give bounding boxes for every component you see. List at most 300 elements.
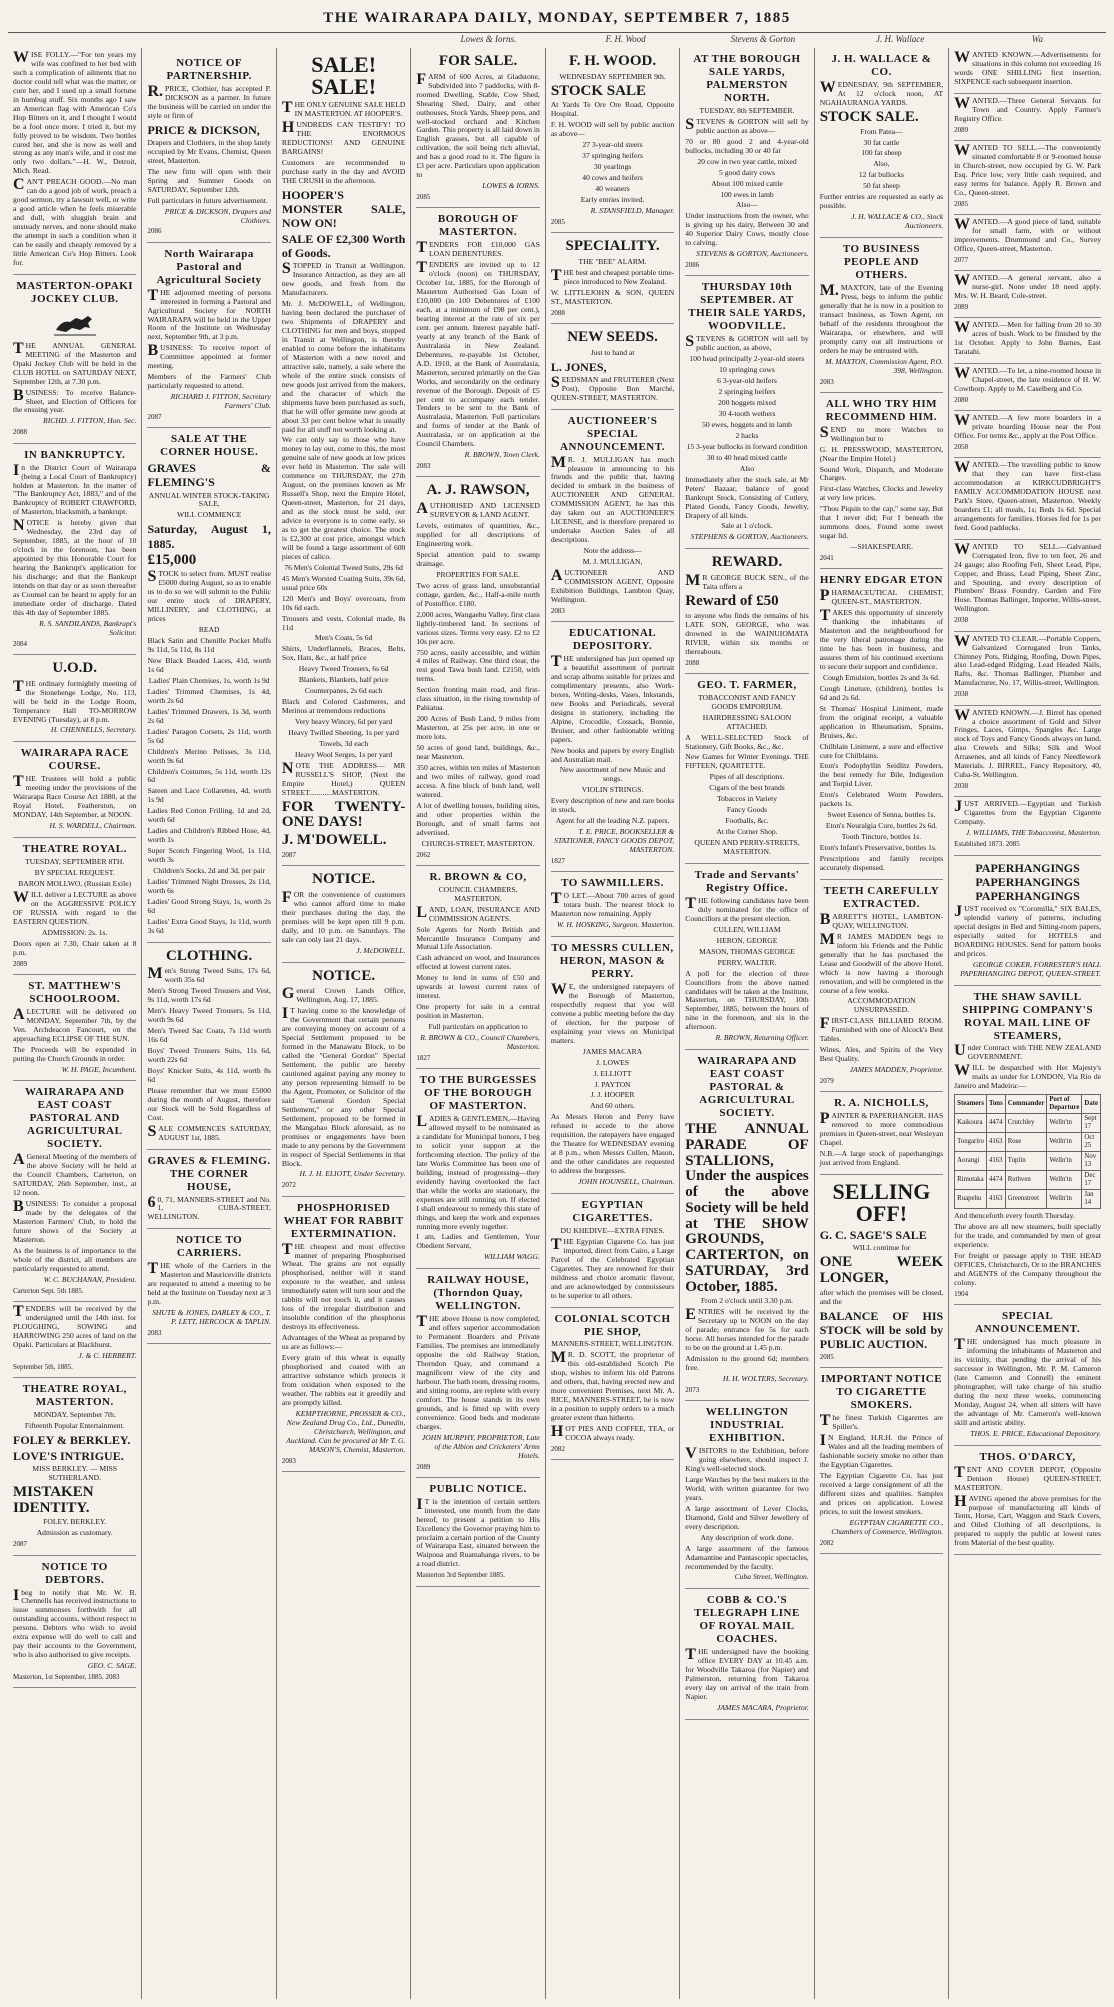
ad-text: THE ordinary fortnightly meeting of the Stonehenge Lodge, No. 113, will be held in the Lodge Room, Temperance Hall TO-MORROW EVENING (Tuesday), at 8 p.m. [13,677,137,724]
ad-signature: W. H. HOSKING, Surgeon. Masterton. [556,920,675,930]
ad-signature: PRICE & DICKSON, Drapers and Clothiers. [164,206,271,225]
ad-text: A lot of dwelling houses, building sites, and other properties within the Borough, and of small farms not advertised. [416,800,540,837]
ad-text: Chilblain Liniment, a sure and effective cure for Chilblains. [819,741,944,760]
running-head-5: F. H. Wood [605,34,646,44]
advertisement [954,141,1101,215]
ad-text: 30 to 40 head mixed cattle [706,452,788,462]
ad-text: Eton's Podophyllin Seidlitz Powders, the best remedy for Bile, Indigestion and Torpid Liver. [819,761,944,789]
ad-number: 2038 [954,616,969,625]
advertisement [954,856,1101,986]
ad-text: Heavy Tweed Trousers, 6s 6d [298,664,389,674]
ad-text: Black Satin and Chenille Pocket Muffs 9s 11d, 5s 11d, 8s 11d [147,636,271,655]
ad-text: GRAVES & FLEMING'S [147,461,271,490]
ad-heading: MASTERTON-OPAKI JOCKEY CLUB. [16,279,134,305]
ad-text: As Messrs Heron and Perry have refused to accede to the above requisition, the ratepayers have engaged the Theatre for WEDNESDAY evening at 8 p.m., when Messrs Cullen, Mason, and the other candidates are requested to address the burgesses. [550,1112,675,1176]
ad-text: Eton's Celebrated Worm Powders, packets 1s. [819,790,944,809]
ad-text: Eton's Infant's Preservative, bottles 1s. [819,843,937,853]
ad-text: WANTED TO SELL.—The conveniently situated comfortable 8 or 9-roomed house in Church-street, now occupied by G. W. Park Esq. Price low, very little cash required, and easy terms for balance. Apply R. Brown and Co., Queen-street. [954,141,1101,197]
ad-text: Towels, 3d each [319,739,369,749]
ad-text: Under instructions from the owner, who is giving up his dairy, Between 30 and 40 Superior Dairy Cows, mostly close to calving. [685,211,809,248]
ad-text: WISE FOLLY.—"For ten years my wife was confined to her bed with such a complication of ailments that no doctor could tell what was the matter, or cure her, and I used up a small fortune in humbug stuff. Six months ago I saw an American flag with American Co's Hop Bitters on it, and I thought I would be a fool once more. I tried it, but my folly proved to be wisdom. Two bottles cured her, and she is now as well and strong as any man's wife, and it cost me only two dollars."—H. W., Detroit, Mich. Read. [13,49,137,176]
ad-text: Ladies' Trimmed Drawers, 1s 3d, worth 2s 6d [147,706,271,725]
ad-signature: JOHN HOUNSELL, Chairman. [578,1177,675,1187]
ad-text: JUST ARRIVED.—Egyptian and Turkish Cigarettes from the Egyptian Cigarette Company. [954,798,1101,827]
advertisement [13,655,136,742]
table-row [955,1114,1101,1133]
ad-text: The Proceeds will be expended in putting the Church Grounds in order. [13,1044,137,1063]
advertisement [820,1368,943,1554]
ad-text: WANTED.—A few more boarders in a private boarding House near the Post Office. For terms &c., apply at the Post Office. [954,411,1101,440]
ad-number: 2080 [954,395,969,404]
ad-text: 50 fat sheep [863,181,900,191]
ad-signature: RICHD. J. FITTON, Hon. Sec. [43,416,137,426]
ad-text: FOR the convenience of customers who cannot afford time to make their purchases during the day, the premises will be kept open till 9 p.m. daily, and 10 p.m. on Saturdays. The sale can only last 21 days. [281,888,406,944]
ad-number: 2058 [954,442,969,451]
ad-text: Cough Emulsion, bottles 2s and 3s 6d. [823,672,940,682]
ad-text: 20 cow in two year cattle, mixed [697,156,797,166]
ad-text: 120 Men's and Boys' overcoats, from 10s 6d each. [281,593,406,612]
ad-text: COUNCIL CHAMBERS, MASTERTON. [438,884,518,903]
ad-text: after which the premises will be closed, and the [819,1287,944,1306]
ad-text: BY SPECIAL REQUEST. [34,868,115,878]
ad-number: 1827 [550,857,565,866]
ad-text: The finest Turkish Cigarettes are Spiller's. [819,1412,944,1432]
ad-text: to anyone who finds the remains of his LATE SON, GEORGE, who was drowned in the WAINUIOMATA RIVER, within six months or thereabouts. [685,610,809,656]
advertisement [820,1175,943,1368]
column-5 [546,48,680,1999]
ad-text: 50 acres of good land, buildings, &c., near Masterton. [416,743,540,761]
ad-text: Customers are recommended to purchase early in the day and AVOID THE CRUSH in the afternoon. [281,157,406,185]
ad-text: STOCK SALE. [819,108,919,125]
ad-text: Trousers and vests, Colonial made, 8s 11d [281,613,406,632]
table-cell: Sept 17 [1082,1114,1101,1133]
ad-text: A poll for the election of three Councillors from the above named candidates will be taken at the Institute, Masterton, on THURSDAY, 10th September, 1885, between the hours of nine in the forenoon, and six in the afternoon. [685,968,809,1032]
ad-text: Also, [873,159,890,169]
table-cell: 4474 [986,1171,1005,1190]
table-cell: Welln'tn [1047,1190,1082,1209]
ad-text: For freight or passage apply to THE HEAD OFFICES, Christchurch, Or to the BRANCHES and AGENTS of the Company throughout the colony. [954,1251,1101,1288]
ad-text: AUTHORISED AND LICENSED SURVEYOR & LAND AGENT. [416,500,540,520]
ad-text: FOLEY. BERKLEY. [43,1517,107,1527]
ad-text: MR GEORGE BUCK SEN., of the Taita offers a [685,572,809,592]
ad-signature: KEMPTHORNE, PROSSER & CO., New Zealand Drug Co., Ltd., Dunedin, Christchurch, Wellington, and Auckland. Can be procured at Mr T. G. MASON'S, Chemist, Masterton. [286,1408,406,1454]
ad-text: £15,000 [147,551,197,568]
ad-signature: JOHN MURPHY, PROPRIETOR, Late of the Albion and Cricketers' Arms Hotels. [421,1432,540,1460]
column-3 [277,48,411,1999]
ad-text: First-class Watches, Clocks and Jewelry at very low prices. [819,484,944,503]
ad-text: 2 springing heifers [718,387,776,397]
ad-text: 50 ewes, hoggets and in lamb [702,419,792,429]
ad-text: IT having come to the knowledge of the Government that certain persons are conveying money on account of a Special Settlement proposed to be formed in the Manawatu Block, to be called the "General Gordon" Special Settlement, the public are hereby cautioned against paying any money to any person representing himself to be the Agent, Promoter, or Solicitor of the said "General Gordon Special Settlement," or any other Special Settlement, proposed to be formed in the Mangahao Block aforesaid, as no promises or engagements have been made to any persons by the Government in respect of Special Settlements in that Block. [281,1005,406,1168]
ad-heading: IN BANKRUPTCY. [24,448,126,461]
ad-number: 2085 [819,1353,834,1362]
ad-text: Fancy Goods [726,805,768,815]
advertisement [416,1069,539,1269]
ad-text: —SHAKESPEARE. [849,542,913,552]
ad-heading: THURSDAY 10th SEPTEMBER. AT THEIR SALE YARDS, WOODVILLE. [688,281,806,333]
advertisement [954,540,1101,632]
ad-heading: NOTICE OF PARTNERSHIP. [166,57,252,82]
ad-signature: R. BROWN, Town Clerk. [464,450,540,460]
ad-text: LOVE'S INTRIGUE. [13,1448,124,1463]
ad-text: FIRST-CLASS BILLIARD ROOM. Furnished with one of Alcock's Best Tables. [819,1015,944,1044]
column-7 [815,48,949,1999]
ad-number: Carterton Sept. 5th 1885. [13,1286,84,1295]
advertisement [820,569,943,880]
ad-number: 2089 [416,1462,431,1471]
ad-text: L. JONES, [550,359,607,374]
ad-number: 2089 [13,959,27,968]
advertisement [13,1302,136,1378]
ad-text: Men's Heavy Tweed Trousers, 5s 11d, worth 9s 6d [147,1006,271,1025]
ad-text: Children's Socks, 2d and 3d, per pair [153,866,266,876]
ad-text: The Egyptian Cigarette Co. has just received a large consignment of all the different sizes and qualities. Samples and prices on application. Lowest prices, to suit the lowest smokers. [819,1470,944,1516]
ad-number: 2088 [685,658,700,667]
ad-signature: M. MAXTON, Commission Agent, P.O. 398, Wellington. [825,356,944,375]
advertisement [954,1305,1101,1445]
ad-text: In the District Court of Wairarapa (being a Local Court of Bankruptcy) holden at Masterton. In the matter of "The Bankruptcy Act, 1883," and of the Bankruptcy of ROBERT CRAWFORD, of Masterton, blacksmith, a bankrupt. [13,461,137,517]
ad-text: Mr. J. McDOWELL, of Wellington, having been declared the purchaser of two Shipments of DRAPERY and CLOTHING for men and boys, stopped in Transit at Wellington, is thereby enabled to come before the inhabitants of Masterton with a new novel and attractive sale, namely, a sale where the whole of the entire stock consists of new goods just arrived from the makers, and the character of which the shipments have been purchased as such, that he will offer genuine new goods at about 33 per cent below what is usually paid for all stuff not worth looking at. [281,299,406,434]
ad-signature: RICHARD J. FITTON, Secretary Farmers' Club. [170,392,271,411]
table-cell: Jan 14 [1082,1190,1101,1209]
ad-text: WANTED.—A good piece of land, suitable for small farm, with or without improvements. Drummond and Co., Survey Office, Queen-street, Masterton. [954,215,1101,253]
ad-text: SALE OF £2,300 Worth of Goods. [281,232,406,261]
ad-text: Agent for all the leading N.Z. papers. [555,816,670,826]
table-row [955,1152,1101,1171]
ad-text: MANNERS-STREET, WELLINGTON. [551,1339,674,1349]
ad-text: Sateen and Lace Collarettes, 4d, worth 1s 9d [147,786,271,805]
ad-text: AUCTIONEER AND COMMISSION AGENT, Opposite Exhibition Buildings, Lambton Quay, Wellington. [550,567,675,604]
table-header: Port of Departure [1047,1095,1082,1114]
table-cell: Rimutaka [955,1171,987,1190]
ad-text: Children's Merino Pelisses, 3s 11d, worth 9s 6d [147,746,271,765]
ad-signature: SHUTE & JONES, DARLEY & CO., T. P. LETT, HERCOCK & TAPLIN. [152,1308,271,1327]
table-cell: Crutchley [1005,1114,1047,1133]
ad-number: 2084 [13,639,27,648]
ad-text: WANTED.—A general servant, also a nurse-girl. None under 18 need apply. Mrs. W. H. Beard, Cole-street. [954,271,1101,300]
advertisement [13,1556,136,1689]
ad-text: MR. D. SCOTT, the proprietor of this old-established Scotch Pie shop, wishes to inform his old Patrons and others, that, having erected new and more convenient Premises, next Mr. A. RICE, MANNERS-STREET, he is now in a position to supply orders to a much greater extent than hitherto. [550,1349,675,1423]
ad-text: VIOLIN STRINGS. [581,785,644,795]
ad-text: 76 Men's Colonial Tweed Suits, 29s 6d [284,562,403,572]
ad-text: Reward of £50 [685,593,779,610]
advertisement [954,986,1101,1306]
ad-heading: COBB & CO.'S TELEGRAPH LINE OF ROYAL MAIL COACHES. [694,1594,800,1646]
ad-heading: THE SHAW SAVILL SHIPPING COMPANY'S ROYAL MAIL LINE OF STEAMERS, [962,990,1093,1042]
table-header: Date [1082,1095,1101,1114]
ad-text: STOCK SALE [550,82,646,99]
table-cell: 4163 [986,1152,1005,1171]
ad-text: IT is the intention of certain settlers interested, one month from the date hereof, to present a petition to His Excellency the Governor praying him to proclaim a certain portion of the County of Wairarapa East, situated between the Waipoua and Ruamahanga rivers, to be a road district. [416,1495,540,1569]
ad-text: HOOPER'S MONSTER SALE, NOW ON! [281,187,406,230]
ad-text: Men's Coats, 5s 6d [314,633,373,643]
table-cell: Oct 25 [1082,1133,1101,1152]
ad-number: 2089 [954,125,969,134]
ad-number: 2088 [550,308,565,317]
ad-text: Cash advanced on wool, and Insurances effected at lowest current rates. [416,953,540,972]
ad-signature: WILLIAM WAGG. [483,1252,540,1262]
ad-text: HOT PIES AND COFFEE, TEA, or COCOA always ready. [550,1423,675,1443]
running-head-2 [145,34,282,46]
ad-text: WEDNESDAY, 9th SEPTEMBER, At 12 o'clock noon, AT NGAHAURANGA YARDS. [819,78,944,107]
ad-text: Eton's Neuralgia Cure, bottles 2s 6d. [825,821,938,831]
ad-text: BARRETT'S HOTEL, LAMBTON-QUAY, WELLINGTON. [819,910,944,930]
ad-text: JAMES MACARA [582,1046,643,1056]
table-cell: Welln'tn [1047,1152,1082,1171]
ad-text: A large assortment of Lever Clocks, Diamond, Gold and Silver Jewellery of every description. [685,1503,809,1531]
ad-text: 40 cows and heifers [582,173,643,183]
ad-number: 2077 [954,255,969,264]
ad-text: Full particulars in future advertisement. [147,195,268,205]
ad-text: WILL deliver a LECTURE as above on the AGGRESSIVE POLICY OF RUSSIA with regard to the EASTERN QUESTION. [13,888,137,926]
ad-text: SALE COMMENCES SATURDAY, AUGUST 1st, 1885. [147,1122,271,1142]
ad-number: 2038 [954,782,969,791]
ad-text: Immediately after the stock sale, at Mr Peters' Bazaar, balance of good Bankrupt Stock, Consisting of Cutlery, Plated Goods, Fancy Goods, Jewelry, Drapery of all kinds. [685,474,809,520]
ad-text: ENTRIES will be received by the Secretary up to NOON on the day of parade; entrance fee 5s for each horse. All horses intended for the parade to be on the ground at 1.45 p.m. [685,1306,809,1353]
ad-text: Also— [736,200,758,210]
advertisement [820,393,943,570]
ad-number: 2038 [954,690,969,699]
ad-signature: JAMES MADDEN, Proprietor. [849,1065,944,1075]
ad-heading: THOS. O'DARCY, [979,1450,1076,1463]
ad-text: FOLEY & BERKLEY. [13,1432,131,1447]
advertisement [13,1081,136,1301]
table-cell: Dec 17 [1082,1171,1101,1190]
ad-text: 15 3-year bullocks in forward condition [686,441,808,451]
ad-text: BUSINESS: To receive report of Committee appointed at former meeting. [147,342,271,371]
ad-text: Special attention paid to swamp drainage. [416,549,540,568]
ad-heading: A. J. RAWSON, [426,482,530,499]
advertisement [551,1308,674,1461]
advertisement [954,797,1101,855]
advertisement [551,410,674,622]
ad-heading: TEETH CAREFULLY EXTRACTED. [823,884,940,910]
ad-text: 30 yearlings [593,162,632,172]
ad-heading: EDUCATIONAL DEPOSITORY. [568,627,657,653]
ad-heading: NOTICE TO DEBTORS. [41,1560,108,1586]
ad-text: 750 acres, easily accessible, and within 4 miles of Railway. One third clear, the rest good Tawa bush land. £2150, with terms. [416,647,540,684]
ad-text: HERON, GEORGE [716,935,778,945]
ad-heading: PAPERHANGINGS PAPERHANGINGS PAPERHANGINGS [975,860,1080,903]
advertisement [147,943,270,1150]
ad-text: Cough Lineture, (children), bottles 1s 6d and 2s 6d. [819,683,944,702]
ad-text: 100 head principally 2-year-old steers [689,354,805,364]
ad-text: New Games for Winter Evenings. THE FIFTEEN, QUARTETTE. [685,752,809,771]
ad-text: MR. J. MULLIGAN has much pleasure in announcing to his friends and the public that, having decided to embark in the business of AUCTIONEER AND GENERAL COMMISSION AGENT, he has this day taken out an AUCTIONEER'S LICENSE, and is therefore prepared to undertake Auction Sales of all descriptions. [550,453,675,545]
ad-signature: THOS. E. PRICE, Educational Depository. [970,1428,1101,1438]
ad-heading: NOTICE TO CARRIERS. [176,1234,243,1260]
ad-text: Doors open at 7.30, Chair taken at 8 p.m. [13,938,137,957]
ad-text: THE ANNUAL PARADE OF STALLIONS, Under the auspices of the above Society will be held at THE SHOW GROUNDS, CARTERTON, on SATURDAY, 3rd October, 1885. [685,1121,809,1295]
ad-text: TENDERS FOR £10,000 GAS LOAN DEBENTURES. [416,239,540,259]
ad-text: Note the address— [583,546,642,556]
ad-columns [8,48,1106,1999]
ad-text: Sweet Essence of Senna, bottles 1s. [827,810,936,820]
advertisement [820,880,943,1092]
ad-signature: T. E. PRICE, BOOKSELLER & STATIONER, FANCY GOODS DEPOT, MASTERTON. [554,827,675,855]
ad-heading: ST. MATTHEW'S SCHOOLROOM. [28,979,122,1005]
ad-heading: U.O.D. [52,659,98,676]
table-cell: Welln'tn [1047,1133,1082,1152]
ad-text: New assortment of new Music and songs. [559,765,666,784]
ad-text: THE ONLY GENUINE SALE HELD IN MASTERTON. AT HOOPER'S. [281,99,406,118]
ad-text: THE undersigned has just opened up a beautiful assortment of portrait and scrap albums suitable for prizes and complimentary presents, also Work-boxes, Writing-desks, Vases, Inkstands, new Books and Periodicals, several designs in stationery, including the Alpine, Crocodile, Cossack, Bonnie, Bruiser, and other fashionable writing papers. [550,653,675,744]
column-8 [949,48,1106,1999]
running-head-1 [8,34,145,46]
ad-text: THE cheapest and most effective manner of preparing Phosphorised Wheat. The grains are not equally phosphorised, neither will it stand exposure to the weather, and unless immediately eaten will turn sour and the rabbits will not touch it, and it causes loss of the irregular distribution and insoluble condition of the phosphorus destroys its effectiveness. [281,1240,406,1332]
ad-text: 200 Acres of Bush Land, 9 miles from Masterton, at 25s per acre, in one or more lots. [416,714,540,742]
ad-number: 2083 [550,606,565,615]
ad-text: MONDAY, September 7th. [33,1409,116,1419]
advertisement [954,271,1101,318]
ad-text: At the Corner Shop. [716,827,778,837]
ad-text: J. LOWES [596,1057,629,1067]
advertisement [551,233,674,324]
advertisement [954,411,1101,458]
advertisement [282,1197,405,1472]
ad-text: We can only say to those who have money to lay out, come to this, the most genuine sale of new goods at low prices ever held in Masterton. The sale will commence on THURSDAY, the 27th August, on the premises known as Mr Russell's Shop, next the Empire Hotel, Queen-street, Masterton, for 21 days, and as the stock must be sold, our advice to everyone is to come early, so as to get the greatest choice. The stock is £2,300 at cost price, amongst which will be found a large assortment of 600 pieces of calico. [281,435,406,561]
table-cell: Ruthven [1005,1171,1047,1190]
ad-text: Shirts, Underflannels, Braces, Belts, Sox, Hats, &c., at half price [281,644,406,663]
advertisement [416,1269,539,1477]
ad-text: Every description of new and rare books in stock. [550,796,675,815]
advertisement [551,872,674,937]
ad-text: Levels, estimates of quantities, &c., supplied for all descriptions of Engineering work. [416,521,540,549]
table-header: Commander [1005,1095,1047,1114]
ad-text: Any description of work done. [700,1532,794,1542]
ad-text: And 60 others. [590,1101,635,1111]
ad-signature: H. H. WOLTERS, Secretary. [722,1373,809,1383]
ad-text: 10 springing cows [719,365,775,375]
ad-number: 2087 [13,1540,27,1549]
table-cell: Tongariro [955,1133,987,1152]
ad-heading: PHOSPHORISED WHEAT FOR RABBIT EXTERMINATION. [283,1201,404,1240]
ad-text: Footballs, &c. [725,816,769,826]
ad-signature: J. McDOWELL. [356,945,406,955]
ad-text: BARON MOLLWO, (Russian Exile) [18,878,132,888]
running-head-8: Wa [1031,34,1043,44]
ad-number: 2079 [819,1077,834,1086]
advertisement [954,706,1101,798]
ad-text: ACCOMMODATION UNSURPASSED. [847,996,916,1015]
ad-text: 27 3-year-old steers [582,140,643,150]
ad-number: 2082 [550,1444,565,1453]
advertisement [685,48,808,276]
ad-text: R.PRICE, Clothier, has accepted P. DICKSON as a partner. In future the business will be carried on under the style or firm of [147,82,271,120]
ad-text: 37 springing heifers [582,151,643,161]
ad-text: Sole Agents for North British and Mercantile Insurance Company and Mutual Life Association. [416,924,540,952]
ad-heading: PUBLIC NOTICE. [429,1482,527,1495]
ad-text: THE undersigned has much pleasure in informing the inhabitants of Masterton and its vicinity, that pending the arrival of his successor in Wellington, Mr. P. M. Cameron (late Cameron and Connell) the eminent photographer, will take charge of his studio during the next three weeks, commencing Monday, August 24, when all sitters will have the advantage of Mr. Cameron's well-known skill and artistic ability. [954,1336,1101,1427]
ad-text: HUNDREDS CAN TESTIFY! TO THE ENORMOUS REDUCTIONS! AND GENUINE BARGAINS! [281,118,406,156]
ad-text: New books and papers by every English and Australian mail. [550,745,675,764]
ad-text: New Black Beaded Laces, 41d, worth 1s 6d [147,656,271,674]
ad-number: Masterton 3rd September 1885. [416,1571,506,1580]
advertisement [954,215,1101,271]
ad-text: Heavy Wool Serges, 1s per yard [294,749,393,759]
ad-text: Pipes of all descriptions. [709,772,785,782]
ad-number: 2083 [147,1329,162,1337]
ad-signature: J. & C. HERBERT. [78,1350,137,1360]
ad-text: Admission to the ground 6d; members free. [685,1354,809,1372]
ad-heading: SELLING OFF! [832,1179,931,1227]
ad-text: IN England, H.R.H. the Prince of Wales and all the leading members of fashionable society smoke no other than the Egyptian Cigarettes. [819,1432,944,1469]
ad-signature: STEPHENS & GORTON, Auctioneers. [690,532,809,542]
ad-text: G. C. SAGE'S SALE [819,1228,927,1243]
ad-heading: SPECIALITY. [565,238,660,255]
column-1 [8,48,142,1999]
ad-text: Fifteenth Popular Entertainment. [24,1420,125,1430]
column-4 [411,48,545,1999]
ad-number: 2083 [281,1456,296,1465]
ad-number: 2088 [13,428,27,437]
ad-heading: TO MESSRS CULLEN, HERON, MASON & PERRY. [551,942,674,980]
ad-signature: LOWES & IORNS. [482,181,540,191]
ad-signature: R. S. SANDILANDS, Bankrupt's Solicitor. [39,618,137,637]
ad-text: Saturday, August 1, 1885. [147,522,271,551]
ad-text: Boys' Tweed Trousers Suits, 11s 6d, worth 22s 6d [147,1046,271,1065]
ad-text: 45 Men's Worsted Coating Suits, 39s 6d, usual price 60s [281,573,406,592]
ad-heading: WELLINGTON INDUSTRIAL EXHIBITION. [705,1406,789,1445]
ad-text: Under Contract with THE NEW ZEALAND GOVERNMENT. [954,1042,1101,1062]
ad-signature: R. BROWN, Returning Officer. [715,1033,809,1043]
ad-text: Men's Tweed Sac Coats, 7s 11d worth 16s 6d [147,1026,271,1045]
ad-text: 5 good dairy cows [719,167,775,177]
ad-text: 6 3-year-old heifers [717,376,777,386]
ad-text: TUESDAY, 8th SEPTEMBER. [699,105,795,115]
advertisement [147,428,270,942]
ad-heading: F. H. WOOD. [568,53,657,69]
advertisement [147,1229,270,1344]
ad-heading: North Wairarapa Pastoral and Agricultural Society [156,247,262,286]
ad-heading: TO SAWMILLERS. [561,877,664,890]
ad-text: WANTED.—The travelling public to know that they can have first-class accommodation at KIRKCUDBRIGHT'S FAMILY ACCOMMODATION HOUSE next Park's Store, Queen-street, Masterton. Weekly boarders £1; all meals, 1s; Beds 1s 6d. Special arrangements for families. Horses fed for 1s per feed. Good paddocks. [954,459,1101,532]
ad-number: 2087 [281,850,296,859]
running-head-7: J. H. Wallace [876,34,925,44]
ad-text: WANTED KNOWN.—Advertisements for situations in this column not exceeding 16 words ONE SHILLING first insertion, SIXPENCE each subsequent insertion. [954,49,1101,86]
ad-text: STEVENS & GORTON will sell by public auction as above— [685,115,809,135]
ad-text: Ladies and Children's Ribbed Hose, 4d, worth 1s [147,826,271,845]
sailing-schedule-table [954,1094,1101,1209]
ad-text: 12 fat bullocks [858,170,905,180]
ad-heading: ALL WHO TRY HIM RECOMMEND HIM. [825,397,938,423]
ad-text: THE above House is now completed, and offers superior accommodation to Permanent Boarders and Private Families. The premises are immediately opposite the old Railway Station, Thorndon Quay, and command a magnificent view of the city and harbour. The bath room, dressing rooms, and sitting rooms, are replete with every comfort. The house stands in its own grounds, and is fitted up with every convenience. Good beds and moderate charges. [416,1313,540,1431]
ad-text: Two acres of grass land, unsubstantial cottage, garden, &c., Half-a-mile north of Postoffice. £180. [416,580,540,608]
table-cell: Welln'tn [1047,1171,1082,1190]
ad-heading: TO BUSINESS PEOPLE AND OTHERS. [842,243,921,282]
table-cell: Kaikoura [955,1114,987,1133]
ad-text: As the business is of importance to the whole of the district, all members are particularly requested to attend. [13,1245,137,1273]
ad-heading: HENRY EDGAR ETON [819,574,944,587]
ad-text: NOTICE is hereby given that Wednesday, the 23rd day of September, 1885, at the hour of 10 o'clock in the forenoon, has been appointed by this Honorable Court for hearing the Bankrupt's application for his discharge; and that the Bankrupt intends on that day or as soon thereafter as Counsel can be heard to apply for an immediate order of discharge. Dated this 4th day of September 1885. [13,517,137,617]
ad-text: MR JAMES MADDEN begs to inform his Friends and the Public generally that he has purchased the Lease and Goodwill of the above Hotel, which is now having a thorough renovation, and will be completed in the course of a few weeks. [819,930,944,995]
ad-text: TENDERS are invited up to 12 o'clock (noon) on THURSDAY, October 1st, 1885, for the Borough of Masterton Authorised Gas Loan of £10,000 (in 100 Debentures of £100 each, at a minimum of £98 per cent.), bearing interest at the rate of six per cent. per annum. Interest payable half-yearly at any branch of the Bank of Australasia in New Zealand. Debentures, re-payable 1st October, A.D. 1910, at the Bank of Australasia, Masterton, secured primarily on the Gas Works, and secondarily on the ordinary revenue of the Borough. Deposit of £5 per cent to accompany each tender. Tenders to be sent to the Bank of Australasia, Masterton. Full particulars and forms of tender at the Bank of Australasia, or on application at the Council Chambers. [416,259,540,449]
ad-text: 350 acres, within ten miles of Masterton and two miles of railway, good road access. A fine block of bush land, well watered. [416,762,540,799]
ad-signature: H. CHENNELLS, Secretary. [50,725,137,735]
ad-signature: JAMES MACARA, Proprietor. [717,1703,809,1712]
ad-heading: R. A. NICHOLLS, [834,1097,929,1110]
ad-text: PHARMACEUTICAL CHEMIST, QUEEN-ST., MASTERTON. [819,587,944,607]
ad-text: J. J. HOOPER [590,1090,635,1100]
ad-text: TUESDAY, SEPTEMBER 8TH. [25,857,125,867]
table-header: Tons [986,1095,1005,1114]
ad-text: Black and Colored Cashmeres, and Merinos at tremendous reductions [281,697,406,716]
ad-number: 1904 [954,1290,969,1299]
ad-heading: WAIRARAPA RACE COURSE. [20,747,129,773]
ad-text: NOTE THE ADDRESS— MR RUSSELL'S SHOP, (Next the Empire Hotel,) QUEEN STREET............MASTERTON. [281,759,406,797]
ad-text: Drapers and Clothiers, in the shop lately occupied by Mr Evans, Chemist, Queen street, Masterton. [147,137,271,165]
ad-text: MISTAKEN IDENTITY. [13,1483,94,1516]
